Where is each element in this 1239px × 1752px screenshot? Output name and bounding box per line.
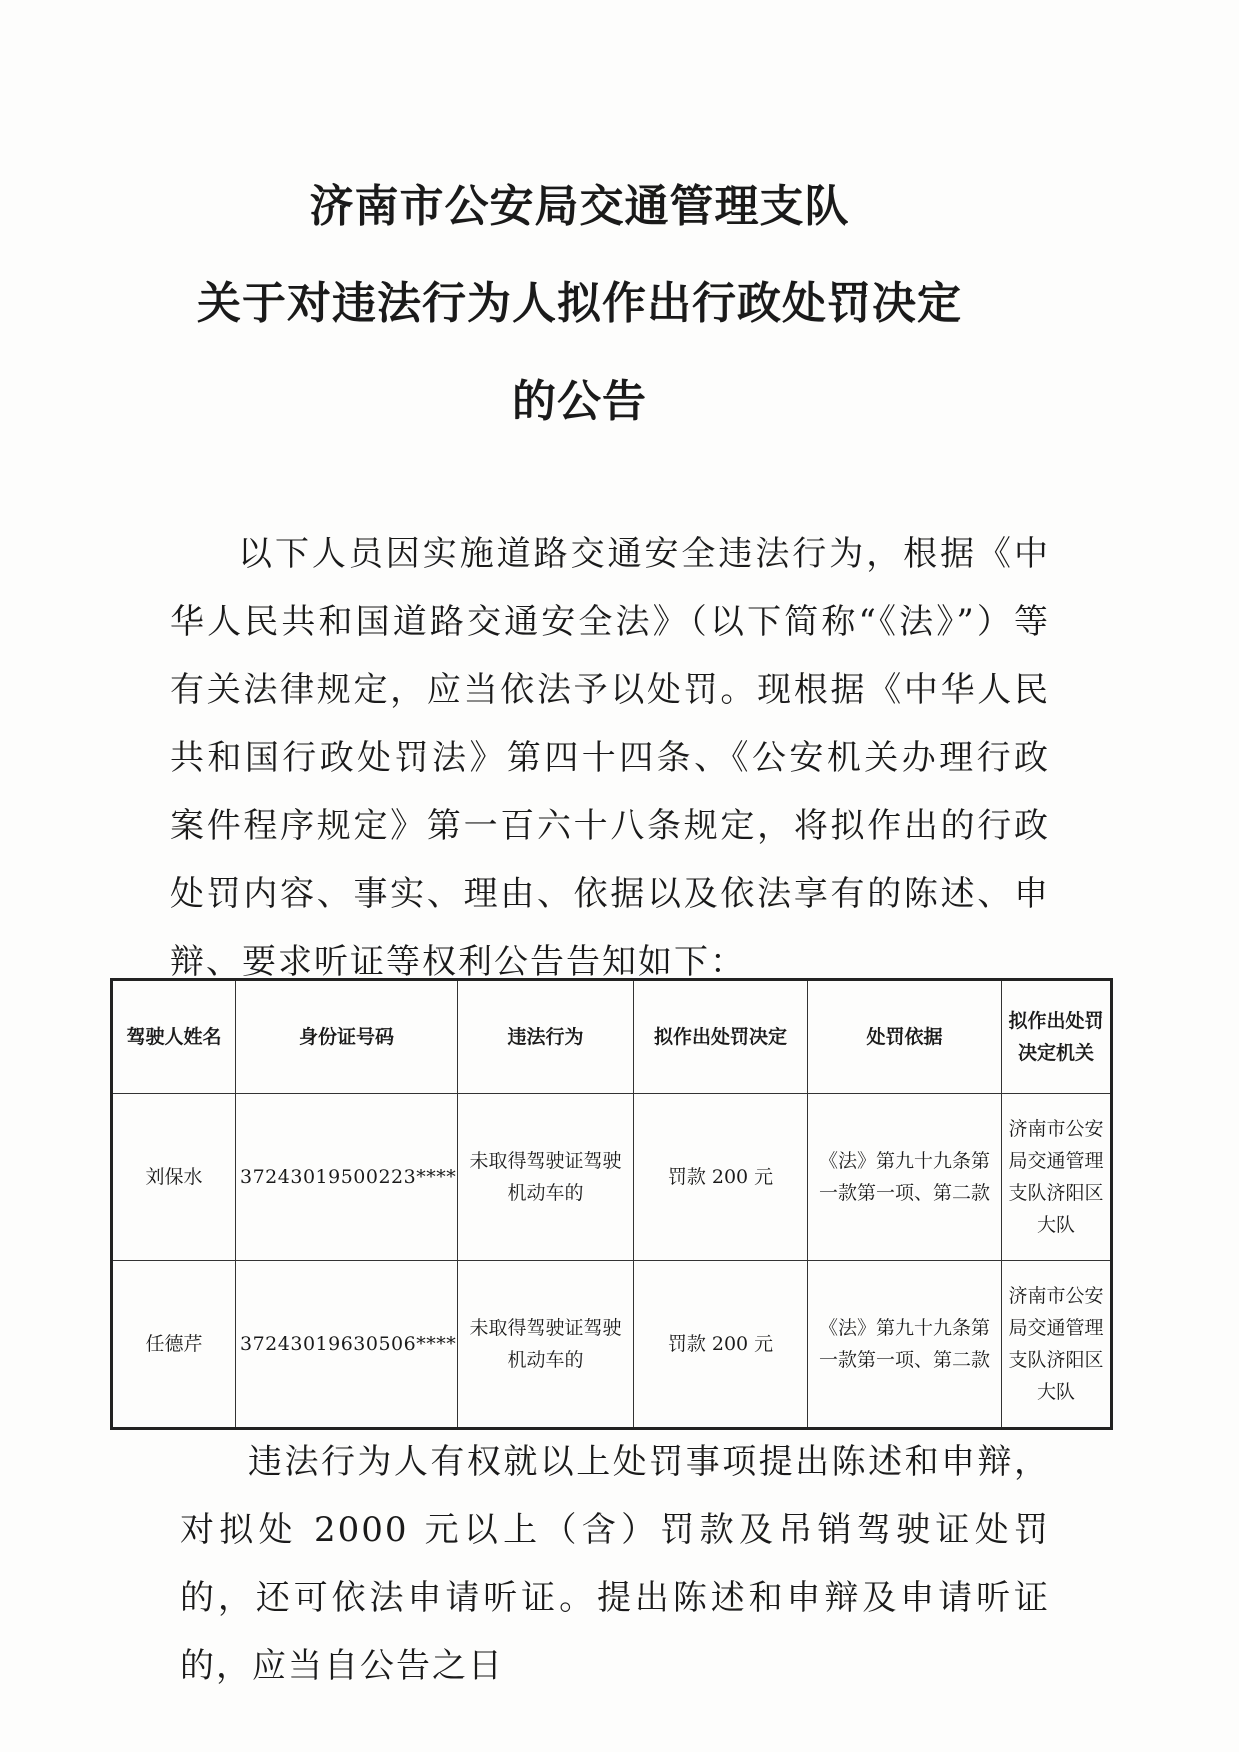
cell-penalty-basis: 《法》第九十九条第一款第一项、第二款 — [808, 1094, 1002, 1261]
cell-driver-name: 刘保水 — [112, 1094, 236, 1261]
closing-paragraph: 违法行为人有权就以上处罚事项提出陈述和申辩，对拟处 2000 元以上（含）罚款及吊销驾驶证处罚的，还可依法申请听证。提出陈述和申辩及申请听证的，应当自公告之日 — [180, 1442, 1050, 1686]
cell-violation: 未取得驾驶证驾驶机动车的 — [458, 1094, 634, 1261]
header-proposed-decision: 拟作出处罚决定 — [634, 980, 808, 1094]
header-id-number: 身份证号码 — [236, 980, 458, 1094]
cell-driver-name: 任德芹 — [112, 1261, 236, 1429]
table-row — [112, 1261, 1112, 1429]
cell-deciding-authority: 济南市公安局交通管理支队济阳区大队 — [1002, 1261, 1112, 1429]
title-line-3: 的公告 — [512, 376, 647, 427]
cell-deciding-authority: 济南市公安局交通管理支队济阳区大队 — [1002, 1094, 1112, 1261]
header-deciding-authority: 拟作出处罚决定机关 — [1002, 980, 1112, 1094]
cell-violation: 未取得驾驶证驾驶机动车的 — [458, 1261, 634, 1429]
cell-penalty-basis: 《法》第九十九条第一款第一项、第二款 — [808, 1261, 1002, 1429]
intro-paragraph: 以下人员因实施道路交通安全违法行为，根据《中华人民共和国道路交通安全法》（以下简称“《法》”）等有关法律规定，应当依法予以处罚。现根据《中华人民共和国行政处罚法》第四十四条、《公安机关办理行政案件程序规定》第一百六十八条规定，将拟作出的行政处罚内容、事实、理由、依据以及依法享有的陈述、申辩、要求听证等权利公告告知如下： — [170, 534, 1050, 982]
header-violation: 违法行为 — [458, 980, 634, 1094]
cell-proposed-decision: 罚款 200 元 — [634, 1094, 808, 1261]
title-line-1: 济南市公安局交通管理支队 — [309, 181, 850, 232]
title-line-2: 关于对违法行为人拟作出行政处罚决定 — [197, 278, 962, 329]
penalty-table — [110, 978, 1113, 1430]
cell-proposed-decision: 罚款 200 元 — [634, 1261, 808, 1429]
table-row — [112, 1094, 1112, 1261]
header-penalty-basis: 处罚依据 — [808, 980, 1002, 1094]
cell-id-number: 37243019630506**** — [236, 1261, 458, 1429]
header-driver-name: 驾驶人姓名 — [112, 980, 236, 1094]
cell-id-number: 37243019500223**** — [236, 1094, 458, 1261]
table-header-row — [112, 980, 1112, 1094]
